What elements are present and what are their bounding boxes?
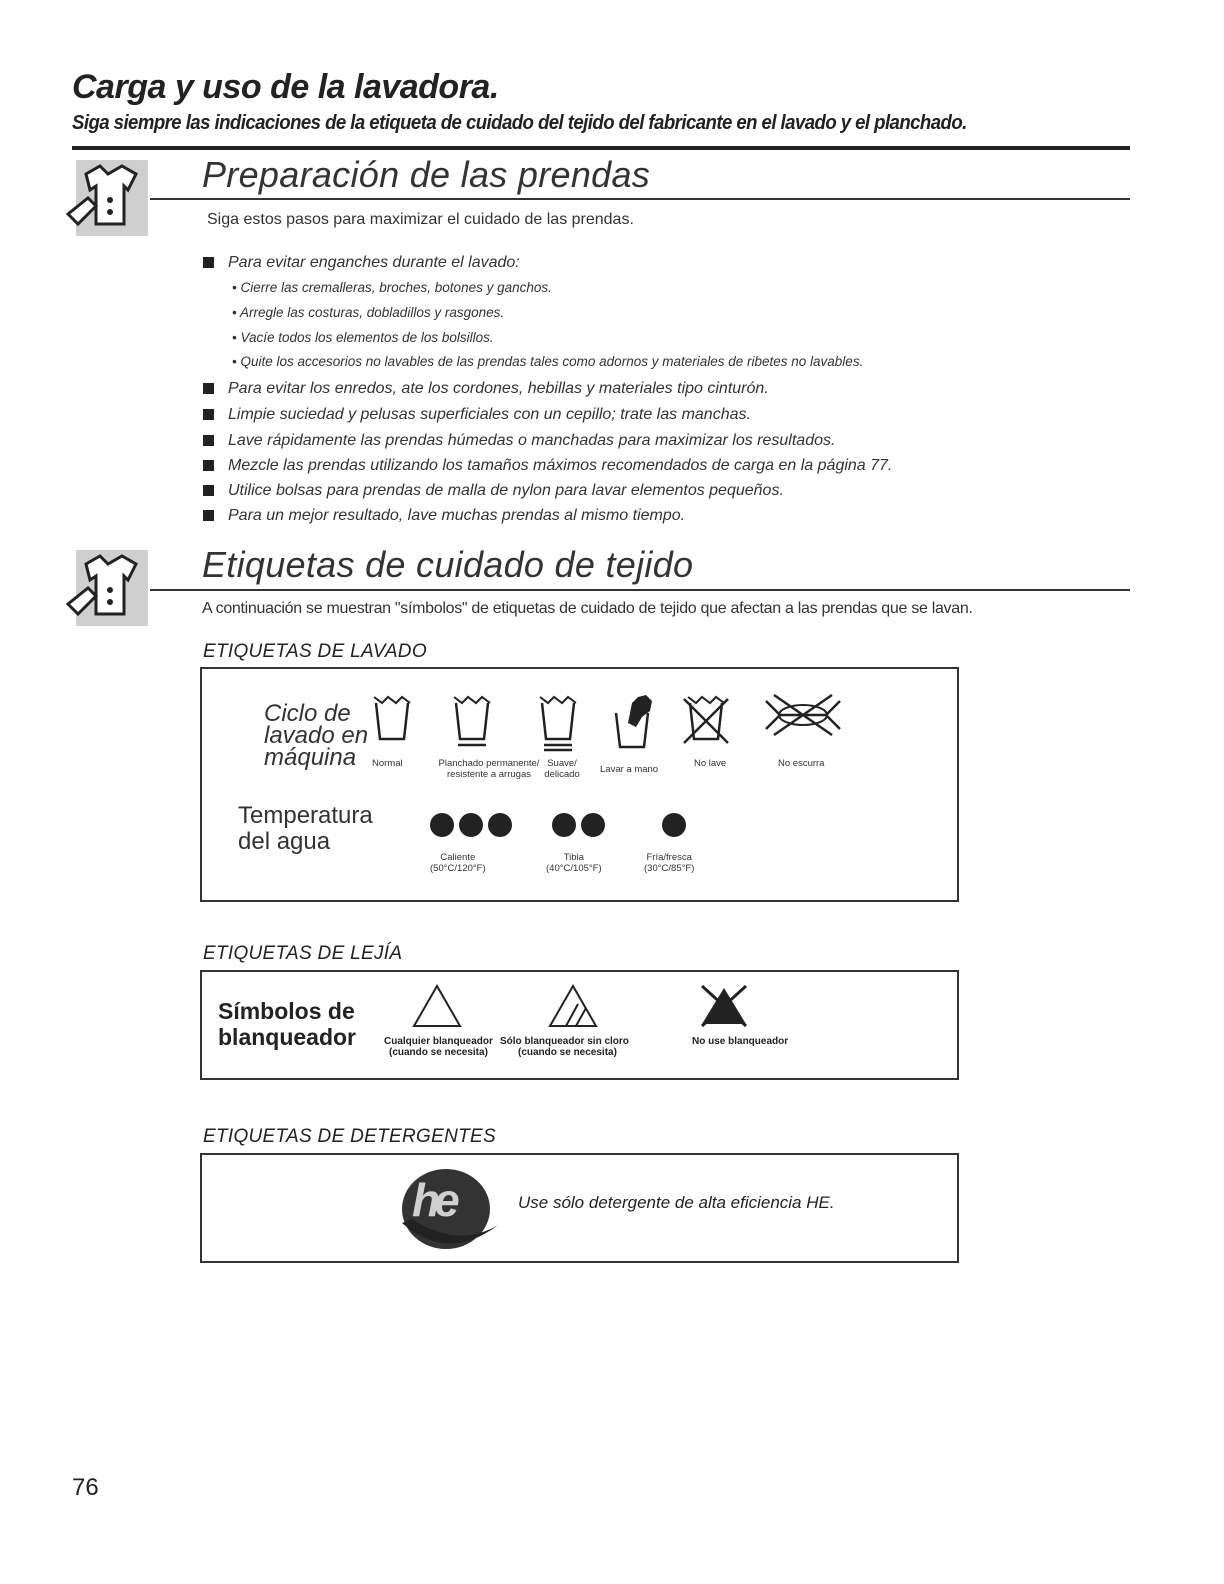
care-rule [150, 589, 1130, 591]
list-item: Mezcle las prendas utilizando los tamaños máximos recomendados de carga en la página 77. [203, 457, 892, 475]
prep-intro: Siga estos pasos para maximizar el cuidado de las prendas. [207, 211, 634, 228]
no-bleach-icon [698, 982, 750, 1028]
wash-permanent-press-icon [452, 693, 492, 749]
bleach-caption: Cualquier blanqueador (cuando se necesita) [384, 1036, 493, 1058]
bleach-caption: No use blanqueador [692, 1036, 789, 1047]
sub-list-item: • Quite los accesorios no lavables de las prendas tales como adornos y materiales de ribetes no lavables. [232, 354, 864, 369]
temp-caption: Caliente (50°C/120°F) [430, 852, 486, 874]
temp-caption: Fría/fresca (30°C/85°F) [644, 852, 695, 874]
care-heading: Etiquetas de cuidado de tejido [202, 544, 694, 585]
bullet-square-icon [203, 383, 214, 394]
sub-list-item: • Arregle las costuras, dobladillos y rasgones. [232, 305, 505, 320]
cycle-caption: Lavar a mano [600, 764, 659, 775]
temperature-dots-icon [428, 811, 514, 839]
bleach-labels-box [200, 970, 959, 1080]
warm-dots [550, 811, 608, 844]
cycle-caption: Planchado permanente/ resistente a arrugas [438, 758, 540, 780]
he-logo-icon: he [398, 1165, 502, 1251]
page-subtitle: Siga siempre las indicaciones de la etiqueta de cuidado del tejido del fabricante en el lavado y el planchado. [72, 112, 967, 134]
wash-heading: ETIQUETAS DE LAVADO [203, 641, 427, 662]
temp-label: Temperatura del agua [238, 802, 373, 855]
care-intro: A continuación se muestran "símbolos" de etiquetas de cuidado de tejido que afectan a las prendas que se lavan. [202, 600, 973, 617]
bullet-square-icon [203, 510, 214, 521]
non-chlorine-bleach-icon [548, 984, 598, 1028]
detergent-text: Use sólo detergente de alta eficiencia HE. [518, 1193, 835, 1212]
list-item: Para evitar los enredos, ate los cordones, hebillas y materiales tipo cinturón. [203, 380, 769, 398]
temperature-dots-icon [550, 811, 608, 839]
do-not-wring-icon [762, 693, 844, 737]
header-rule [72, 146, 1130, 150]
cycle-label: Ciclo de lavado en máquina [264, 700, 369, 771]
cold-dots [660, 811, 688, 844]
sub-list-item: • Vacíe todos los elementos de los bolsillos. [232, 330, 494, 345]
page-number: 76 [72, 1474, 99, 1501]
wash-labels-box [200, 667, 959, 902]
prep-rule [150, 198, 1130, 200]
list-item: Utilice bolsas para prendas de malla de nylon para lavar elementos pequeños. [203, 482, 784, 500]
bleach-label: Símbolos de blanqueador [218, 998, 357, 1050]
bullet-square-icon [203, 409, 214, 420]
wash-delicate-icon [538, 693, 578, 755]
bleach-caption: Sólo blanqueador sin cloro (cuando se necesita) [500, 1036, 629, 1058]
bullet-square-icon [203, 460, 214, 471]
cycle-caption: No escurra [778, 758, 825, 769]
bleach-heading: ETIQUETAS DE LEJÍA [203, 943, 403, 964]
bullet-square-icon [203, 257, 214, 268]
cycle-caption: Suave/ delicado [544, 758, 580, 780]
page-title: Carga y uso de la lavadora. [72, 68, 499, 106]
cycle-caption: No lave [694, 758, 727, 769]
list-item: Para un mejor resultado, lave muchas prendas al mismo tiempo. [203, 507, 685, 525]
bullet-square-icon [203, 435, 214, 446]
list-item: Lave rápidamente las prendas húmedas o manchadas para maximizar los resultados. [203, 432, 835, 450]
list-item: Para evitar enganches durante el lavado: [203, 254, 520, 272]
list-item: Limpie suciedad y pelusas superficiales con un cepillo; trate las manchas. [203, 406, 751, 424]
hot-dots [428, 811, 514, 844]
garment-icon [66, 160, 150, 240]
detergent-heading: ETIQUETAS DE DETERGENTES [203, 1126, 496, 1147]
garment-icon [66, 550, 150, 630]
detergent-labels-box [200, 1153, 959, 1263]
bullet-square-icon [203, 485, 214, 496]
sub-list-item: • Cierre las cremalleras, broches, botones y ganchos. [232, 280, 552, 295]
hand-wash-icon [610, 693, 656, 753]
cycle-caption: Normal [372, 758, 403, 769]
any-bleach-icon [412, 984, 462, 1028]
temperature-dots-icon [660, 811, 688, 839]
prep-heading: Preparación de las prendas [202, 154, 651, 195]
do-not-wash-icon [682, 693, 730, 745]
wash-normal-icon [372, 693, 412, 745]
temp-caption: Tibia (40°C/105°F) [546, 852, 602, 874]
